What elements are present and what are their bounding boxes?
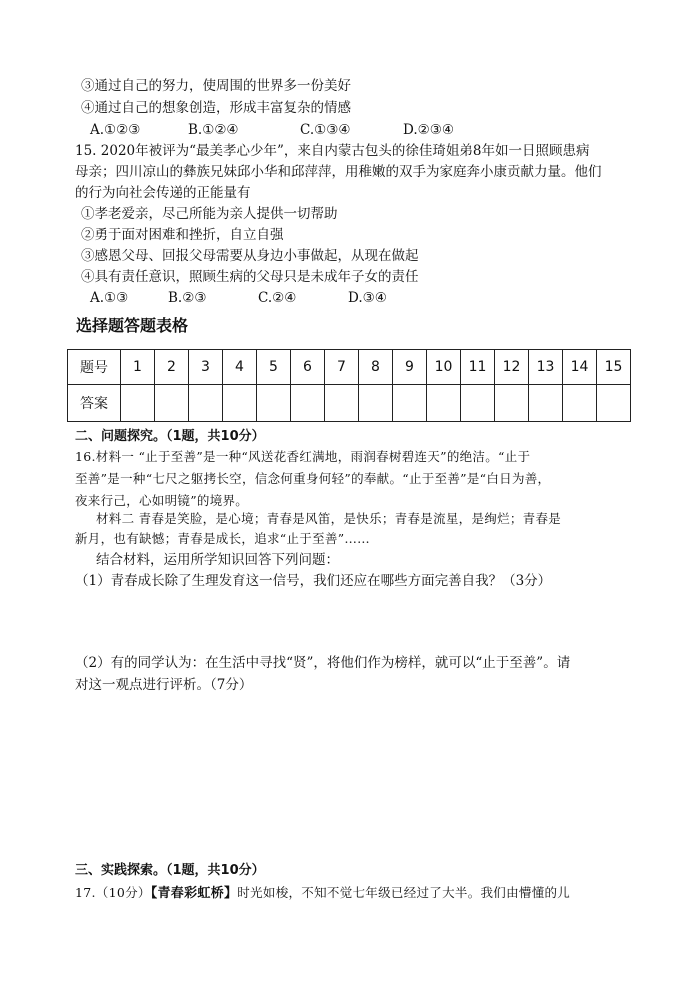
q16-sub2-line1: （2）有的同学认为：在生活中寻找“贤”，将他们作为榜样，就可以“止于至善”。请: [75, 655, 571, 671]
q16-sub1: （1）青春成长除了生理发育这一信号，我们还应在哪些方面完善自我？（3分）: [75, 573, 552, 589]
answer-cell[interactable]: [325, 385, 359, 422]
answer-cell[interactable]: [223, 385, 257, 422]
question-number: 9: [393, 350, 427, 385]
answer-cell[interactable]: [155, 385, 189, 422]
option-c: C.①③④: [300, 122, 351, 138]
question-number: 1: [121, 350, 155, 385]
option-d: D.②③④: [403, 122, 454, 138]
question-number: 2: [155, 350, 189, 385]
q16-material2-line1: 材料二 青春是笑脸，是心境；青春是风笛，是快乐；青春是流星，是绚烂；青春是: [96, 511, 562, 526]
q16-material1-line1: 16.材料一 “止于至善”是一种“风送花香红满地，雨润春树碧连天”的绝洁。“止于: [75, 449, 531, 464]
q15-item-1: ①孝老爱亲，尽己所能为亲人提供一切帮助: [81, 206, 338, 222]
q17-number: 17.（10分）: [75, 885, 151, 900]
answer-cell[interactable]: [393, 385, 427, 422]
q15-stem-line2: 母亲；四川凉山的彝族兄妹邱小华和邱萍萍，用稚嫩的双手为家庭奔小康贡献力量。他们: [75, 164, 602, 180]
question-number: 5: [257, 350, 291, 385]
question-number: 8: [359, 350, 393, 385]
answer-cell[interactable]: [461, 385, 495, 422]
question-number: 15: [597, 350, 631, 385]
option-a: A.①②③: [90, 122, 141, 138]
row-label-number: 题号: [68, 350, 121, 385]
q17-line1: [75, 884, 570, 903]
q15-item-2: ②勇于面对困难和挫折，自立自强: [81, 227, 284, 243]
option-b: B.②③: [168, 290, 207, 306]
answer-cell[interactable]: [427, 385, 461, 422]
option-d: D.③④: [348, 290, 387, 306]
q16-sub2-line2: 对这一观点进行评析。（7分）: [75, 677, 253, 693]
q15-item-4: ④具有责任意识，照顾生病的父母只是未成年子女的责任: [81, 269, 419, 285]
answer-cell[interactable]: [597, 385, 631, 422]
answer-cell[interactable]: [495, 385, 529, 422]
section3-heading: 三、实践探索。（1题，共10分）: [75, 863, 265, 878]
row-label-answer: 答案: [68, 385, 121, 422]
option-a: A.①③: [90, 290, 129, 306]
answer-cell[interactable]: [291, 385, 325, 422]
question-number: 7: [325, 350, 359, 385]
section2-heading: 二、问题探究。（1题，共10分）: [75, 429, 265, 444]
option-c: C.②④: [258, 290, 297, 306]
question-number: 14: [563, 350, 597, 385]
q16-material2-line2: 新月，也有缺憾；青春是成长，追求“止于至善”……: [75, 531, 370, 546]
question-number: 12: [495, 350, 529, 385]
answer-cell[interactable]: [359, 385, 393, 422]
question-number: 13: [529, 350, 563, 385]
question-number: 6: [291, 350, 325, 385]
answer-cell[interactable]: [529, 385, 563, 422]
answer-cell[interactable]: [563, 385, 597, 422]
answer-table-title: 选择题答题表格: [76, 316, 189, 335]
question-number: 11: [461, 350, 495, 385]
statement-3: ③通过自己的努力，使周围的世界多一份美好: [81, 78, 351, 94]
q15-item-3: ③感恩父母、回报父母需要从身边小事做起，从现在做起: [81, 248, 419, 264]
option-b: B.①②④: [188, 122, 239, 138]
q16-material1-line3: 夜来行己，心如明镜”的境界。: [75, 493, 249, 508]
q17-text: 时光如梭，不知不觉七年级已经过了大半。我们由懵懂的儿: [237, 885, 571, 900]
answer-cell[interactable]: [121, 385, 155, 422]
question-number: 4: [223, 350, 257, 385]
answer-cell[interactable]: [257, 385, 291, 422]
q15-stem-line3: 的行为向社会传递的正能量有: [75, 185, 251, 201]
answer-table: [67, 349, 631, 422]
answer-cell[interactable]: [189, 385, 223, 422]
q16-prompt: 结合材料，运用所学知识回答下列问题：: [96, 552, 339, 568]
q15-stem-line1: 15. 2020年被评为“最美孝心少年”，来自内蒙古包头的徐佳琦姐弟8年如一日照顾患病: [75, 143, 590, 159]
q17-bracket-title: 【青春彩虹桥】: [150, 886, 238, 901]
q16-material1-line2: 至善”是一种“七尺之躯拷长空，信念何重身何轻”的奉献。“止于至善”是“白日为善，: [75, 471, 551, 486]
question-number: 3: [189, 350, 223, 385]
table-row-answers: [68, 385, 631, 422]
question-number: 10: [427, 350, 461, 385]
table-row-numbers: [68, 350, 631, 385]
statement-4: ④通过自己的想象创造，形成丰富复杂的情感: [81, 100, 351, 116]
